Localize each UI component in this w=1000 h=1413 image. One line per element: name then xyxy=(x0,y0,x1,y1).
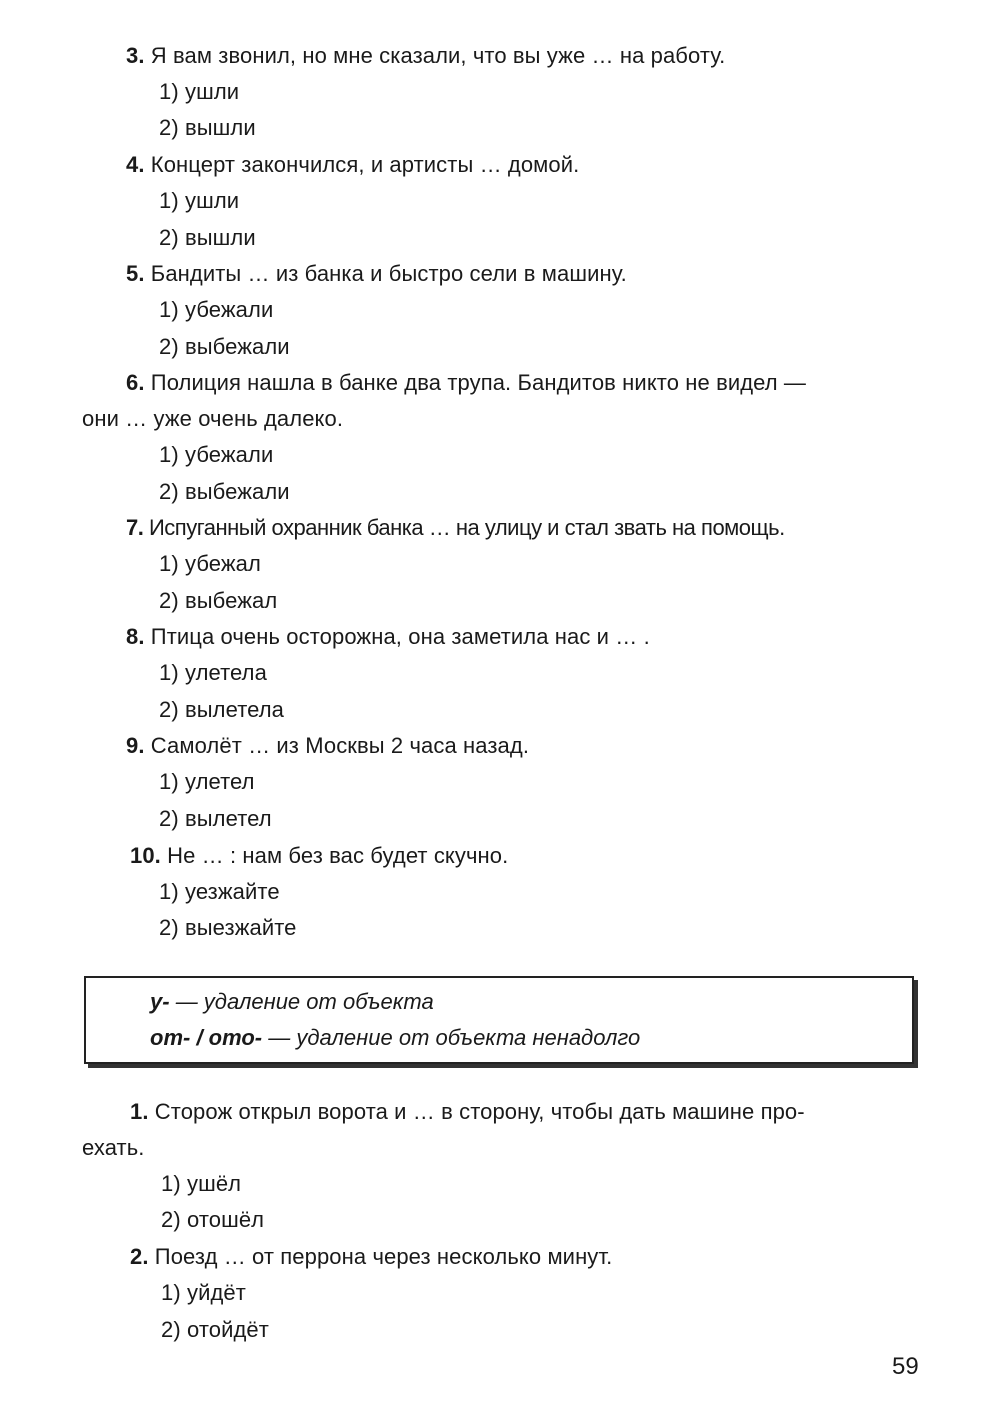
option-1: 1) убежал xyxy=(159,551,261,576)
option-2: 2) выбежали xyxy=(159,334,290,359)
question-line xyxy=(126,369,806,397)
question-text: Полиция нашла в банке два трупа. Бандитов никто не видел — xyxy=(150,370,807,395)
question-text: Птица очень осторожна, она заметила нас и … . xyxy=(150,624,650,649)
question-text: Испуганный охранник банка … на улицу и стал звать на помощь. xyxy=(148,515,785,540)
rule-line-2 xyxy=(150,1024,640,1052)
question-number: 4. xyxy=(126,152,145,177)
question-text: Поезд … от перрона через несколько минут. xyxy=(154,1244,613,1269)
question-number: 2. xyxy=(130,1244,149,1269)
question-text: Бандиты … из банка и быстро сели в машину. xyxy=(150,261,627,286)
option-2: 2) вылетела xyxy=(159,697,285,722)
question-line xyxy=(130,1098,805,1126)
option-1: 1) улетела xyxy=(159,660,267,685)
rule-line-1 xyxy=(150,988,434,1016)
option-1: 1) уезжайте xyxy=(159,879,280,904)
question-line xyxy=(126,151,579,179)
question-number: 5. xyxy=(126,261,145,286)
rule-prefix: у- xyxy=(150,989,170,1014)
question-text: Не … : нам без вас будет скучно. xyxy=(167,843,509,868)
question-number: 7. xyxy=(126,515,144,540)
question-line xyxy=(126,42,725,70)
option-1: 1) ушли xyxy=(159,79,240,104)
question-number: 9. xyxy=(126,733,145,758)
option-1: 1) ушёл xyxy=(161,1171,242,1196)
rule-text: — удаление от объекта xyxy=(175,989,434,1014)
option-2: 2) выезжайте xyxy=(159,915,297,940)
question-number: 1. xyxy=(130,1099,149,1124)
question-line xyxy=(126,260,627,288)
option-2: 2) отойдёт xyxy=(161,1317,269,1342)
question-text: Концерт закончился, и артисты … домой. xyxy=(150,152,580,177)
question-text: Самолёт … из Москвы 2 часа назад. xyxy=(150,733,530,758)
question-line xyxy=(130,1243,612,1271)
question-line xyxy=(130,842,508,870)
option-1: 1) ушли xyxy=(159,188,240,213)
option-2: 2) вышли xyxy=(159,115,256,140)
option-2: 2) выбежали xyxy=(159,479,290,504)
question-text-continuation: они … уже очень далеко. xyxy=(82,406,344,431)
question-text-continuation: ехать. xyxy=(82,1135,145,1160)
question-number: 6. xyxy=(126,370,145,395)
question-text: Сторож открыл ворота и … в сторону, чтобы дать машине про- xyxy=(154,1099,805,1124)
question-number: 8. xyxy=(126,624,145,649)
option-2: 2) отошёл xyxy=(161,1207,265,1232)
page-number: 59 xyxy=(892,1353,919,1380)
question-line xyxy=(126,732,529,760)
rule-prefix: от- / ото- xyxy=(150,1025,263,1050)
question-number: 3. xyxy=(126,43,145,68)
option-1: 1) убежали xyxy=(159,442,274,467)
option-2: 2) вышли xyxy=(159,225,256,250)
question-line xyxy=(126,514,785,542)
rule-text: — удаление от объекта ненадолго xyxy=(268,1025,641,1050)
question-number: 10. xyxy=(130,843,161,868)
option-1: 1) уйдёт xyxy=(161,1280,246,1305)
option-1: 1) улетел xyxy=(159,769,255,794)
option-2: 2) вылетел xyxy=(159,806,272,831)
option-1: 1) убежали xyxy=(159,297,274,322)
question-text: Я вам звонил, но мне сказали, что вы уже … на работу. xyxy=(150,43,726,68)
option-2: 2) выбежал xyxy=(159,588,278,613)
question-line xyxy=(126,623,650,651)
